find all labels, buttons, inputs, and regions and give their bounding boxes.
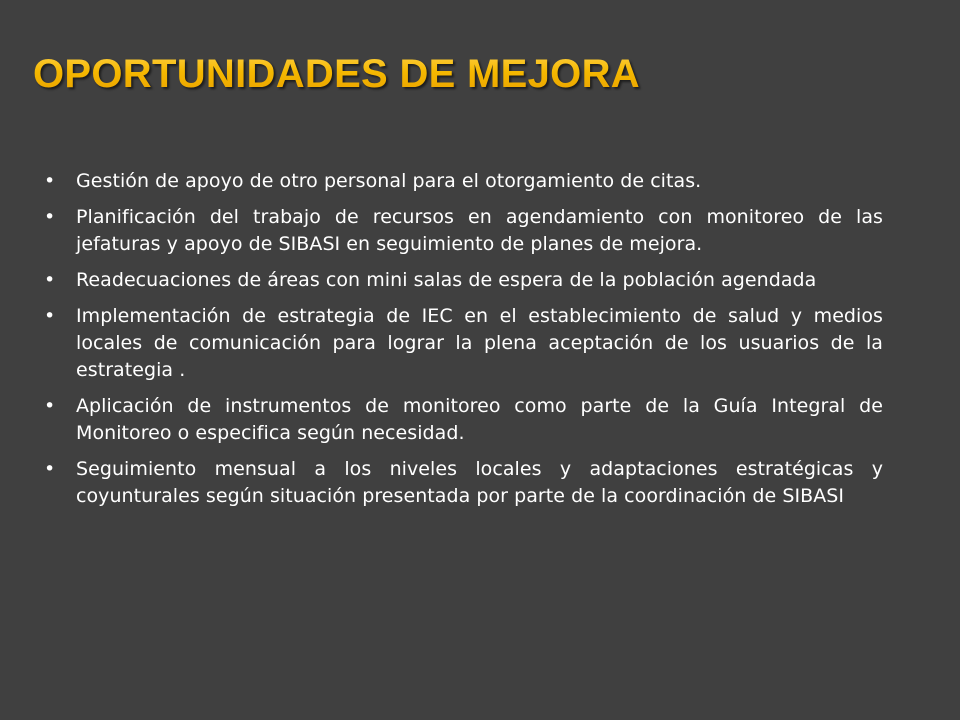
bullet-item <box>40 168 883 195</box>
bullet-item <box>40 267 883 294</box>
bullet-icon: • <box>44 305 56 327</box>
bullet-icon: • <box>44 458 56 480</box>
bullet-icon: • <box>44 206 56 228</box>
bullet-item <box>40 204 883 258</box>
bullet-list <box>40 168 883 519</box>
bullet-text: Planificación del trabajo de recursos en agendamiento con monitoreo de las jefaturas y apoyo de SIBASI en seguimiento de planes de mejora. <box>76 206 883 255</box>
bullet-icon: • <box>44 395 56 417</box>
bullet-item <box>40 303 883 384</box>
bullet-text: Readecuaciones de áreas con mini salas de espera de la población agendada <box>76 269 817 291</box>
bullet-icon: • <box>44 269 56 291</box>
bullet-item <box>40 393 883 447</box>
bullet-text: Aplicación de instrumentos de monitoreo como parte de la Guía Integral de Monitoreo o especifica según necesidad. <box>76 395 883 444</box>
slide-title: OPORTUNIDADES DE MEJORA <box>33 52 640 96</box>
bullet-text: Seguimiento mensual a los niveles locales y adaptaciones estratégicas y coyunturales según situación presentada por parte de la coordinación de SIBASI <box>76 458 883 507</box>
bullet-icon: • <box>44 170 56 192</box>
bullet-text: Implementación de estrategia de IEC en el establecimiento de salud y medios locales de comunicación para lograr la plena aceptación de los usuarios de la estrategia . <box>76 305 883 381</box>
bullet-text: Gestión de apoyo de otro personal para el otorgamiento de citas. <box>76 170 702 192</box>
bullet-item <box>40 456 883 510</box>
